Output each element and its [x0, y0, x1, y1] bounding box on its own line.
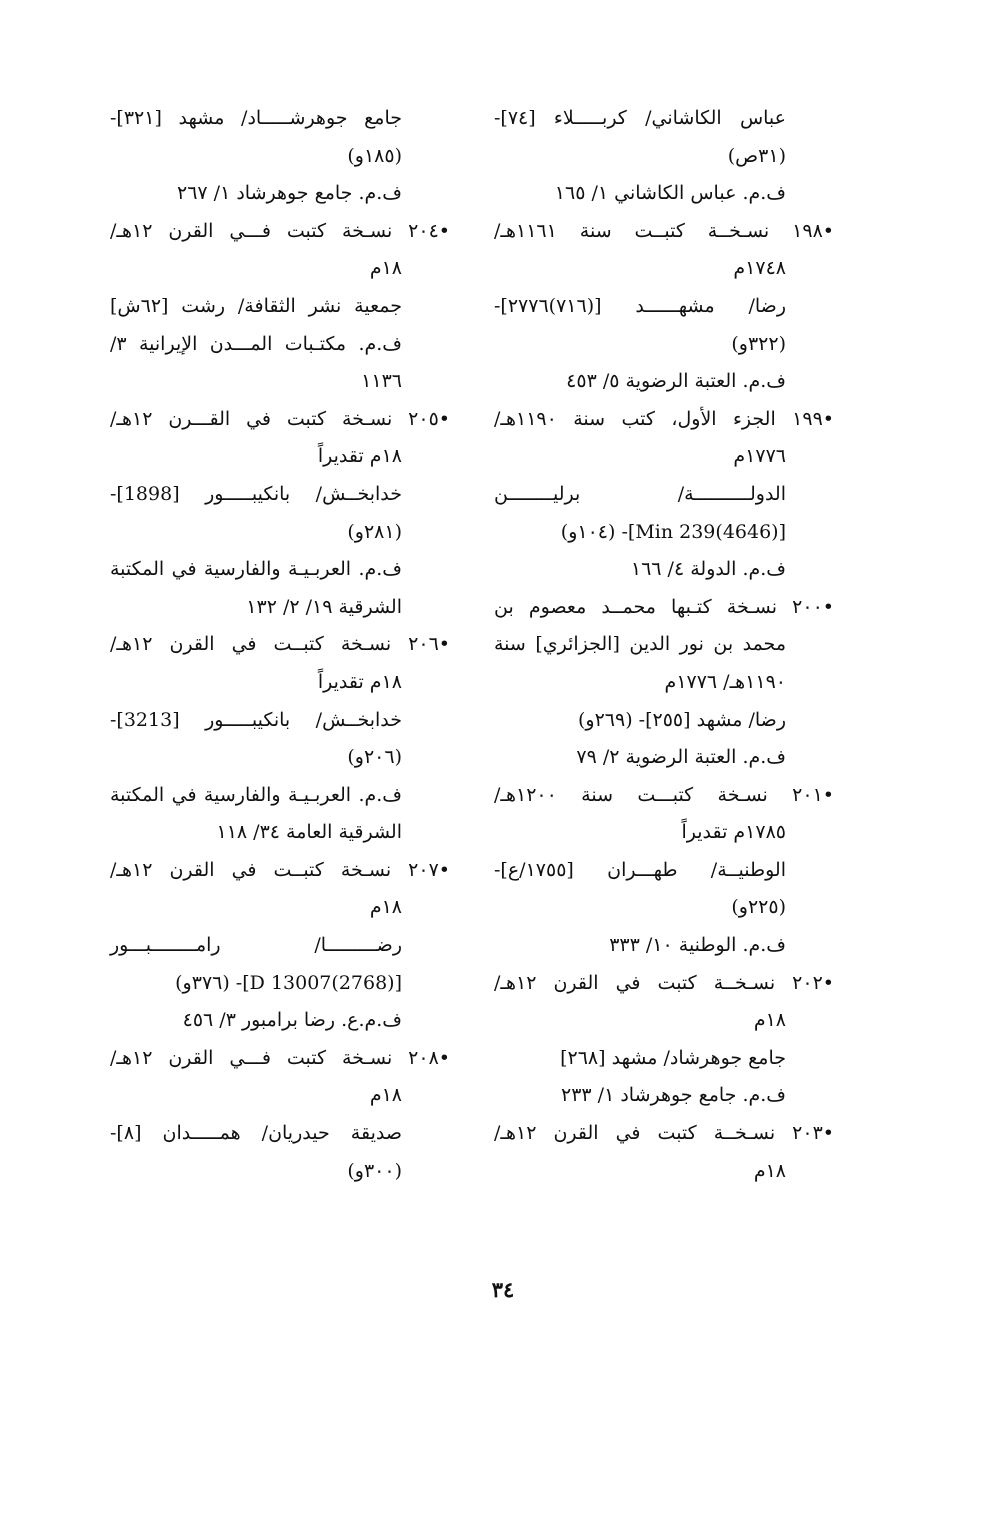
text-line: ١١٩٠هـ/ ١٧٧٦م	[664, 670, 786, 693]
text-line: جامع جوهرشـــــاد/ مشهد [٣٢١]-	[110, 107, 402, 129]
entry-heading-line: •٢٠١ نسـخة كتبـــت سنة ١٢٠٠هـ/	[494, 783, 834, 806]
entry-heading-line: •٢٠٤ نسـخة كتبت فـــي القرن ١٢هـ/	[110, 219, 450, 242]
left-column	[110, 100, 450, 1190]
right-column	[494, 100, 834, 1190]
text-line: الوطنيــة/ طهـــران [١٧٥٥/ع]-	[494, 858, 786, 881]
text-line: ف.م. الوطنية ١٠/ ٣٣٣	[609, 934, 786, 957]
entry-heading-line: •٢٠٥ نسـخة كتبت في القـــرن ١٢هـ/	[110, 407, 450, 430]
entry-heading-line: •٢٠٠ نسـخة كتـبها محمــد معصوم بن	[494, 595, 834, 618]
text-line: ١٧٤٨م	[733, 257, 786, 280]
text-line: الدولــــــــــة/ برليــــــــن	[494, 482, 786, 505]
text-line: ١٨م تقديراً	[317, 445, 402, 468]
text-line: الشرقية ١٩/ ٢/ ١٣٢	[246, 595, 402, 618]
entry-heading-line: •١٩٩ الجزء الأول، كتب سنة ١١٩٠هـ/	[494, 407, 834, 430]
text-line: الشرقية العامة ٣٤/ ١١٨	[216, 821, 402, 844]
text-line: ف.م. عباس الكاشاني ١/ ١٦٥	[554, 182, 786, 205]
text-line: ١١٣٦	[361, 370, 402, 393]
text-line: صديقة حيدريان/ همـــــدان [٨]-	[110, 1122, 402, 1145]
text-line: رضا/ مشهد [٢٥٥]- (٢٦٩و)	[578, 708, 786, 731]
text-line: ف.م. العتبة الرضوية ٥/ ٤٥٣	[566, 370, 786, 393]
text-line: جامع جوهرشاد/ مشهد [٢٦٨]	[560, 1046, 786, 1069]
text-line: خدابخــش/ بانكيبـــــور [3213]-	[110, 708, 402, 731]
text-line: محمد بن نور الدين [الجزائري] سنة	[494, 633, 786, 656]
entry-heading-line: •١٩٨ نسـخــة كتبــت سنة ١١٦١هـ/	[494, 219, 834, 242]
entry-heading-line: •٢٠٦ نسـخة كتبــت في القرن ١٢هـ/	[110, 633, 450, 656]
page-number: ٣٤	[491, 1277, 515, 1302]
text-line: (٢٢٥و)	[731, 896, 786, 919]
text-line: عباس الكاشاني/ كربـــــلاء [٧٤]-	[494, 107, 786, 129]
text-line: (٢٨١و)	[347, 520, 402, 543]
text-line: ف.م. جامع جوهرشاد ١/ ٢٦٧	[176, 182, 402, 205]
text-line: (٣٠٠و)	[347, 1159, 402, 1182]
text-line: ١٧٧٦م	[733, 445, 786, 468]
text-line: (٣١ص)	[727, 144, 786, 167]
text-line: ١٨م	[369, 896, 402, 919]
text-line: [(4646)Min 239]- (١٠٤و)	[560, 520, 786, 543]
text-line: ١٨م	[369, 257, 402, 280]
text-line: (٣٢٢و)	[731, 332, 786, 355]
text-line: ف.م. العربـيـة والفارسية في المكتبة	[110, 783, 402, 806]
text-line: ف.م. مكتـبات المـــدن الإيرانية ٣/	[110, 332, 402, 355]
text-line: ف.م.ع. رضا برامبور ٣/ ٤٥٦	[182, 1009, 402, 1032]
entry-heading-line: •٢٠٢ نسـخــة كتبت في القرن ١٢هـ/	[494, 971, 834, 994]
entry-heading-line: •٢٠٨ نسـخة كتبت فـــي القرن ١٢هـ/	[110, 1046, 450, 1069]
text-line: ف.م. الدولة ٤/ ١٦٦	[630, 558, 786, 581]
entry-heading-line: •٢٠٣ نسـخــة كتبت في القرن ١٢هـ/	[494, 1122, 834, 1145]
text-line: رضا/ مشهــــــد [(٧١٦)٢٧٧٦]-	[494, 294, 786, 317]
text-line: ف.م. العربـيـة والفارسية في المكتبة	[110, 558, 402, 581]
text-line: ١٨م تقديراً	[317, 670, 402, 693]
text-line: ف.م. العتبة الرضوية ٢/ ٧٩	[576, 746, 786, 769]
text-line: ١٨م	[369, 1084, 402, 1107]
text-line: [(2768)13007 D]- (٣٧٦و)	[175, 971, 402, 994]
text-line: ١٨م	[753, 1009, 786, 1032]
text-line: جمعية نشر الثقافة/ رشت [٦٢ش]	[110, 294, 402, 317]
text-line: خدابخــش/ بانكيبـــــور [1898]-	[110, 482, 402, 505]
text-line: رضـــــــــا/ رامــــــــبـــور	[110, 934, 402, 957]
entry-heading-line: •٢٠٧ نسـخة كتبــت في القرن ١٢هـ/	[110, 858, 450, 881]
text-line: (١٨٥و)	[347, 144, 402, 167]
text-line: ١٨م	[753, 1159, 786, 1182]
text-line: ف.م. جامع جوهرشاد ١/ ٢٣٣	[560, 1084, 786, 1107]
text-line: (٢٠٦و)	[347, 746, 402, 769]
text-line: ١٧٨٥م تقديراً	[681, 821, 786, 844]
